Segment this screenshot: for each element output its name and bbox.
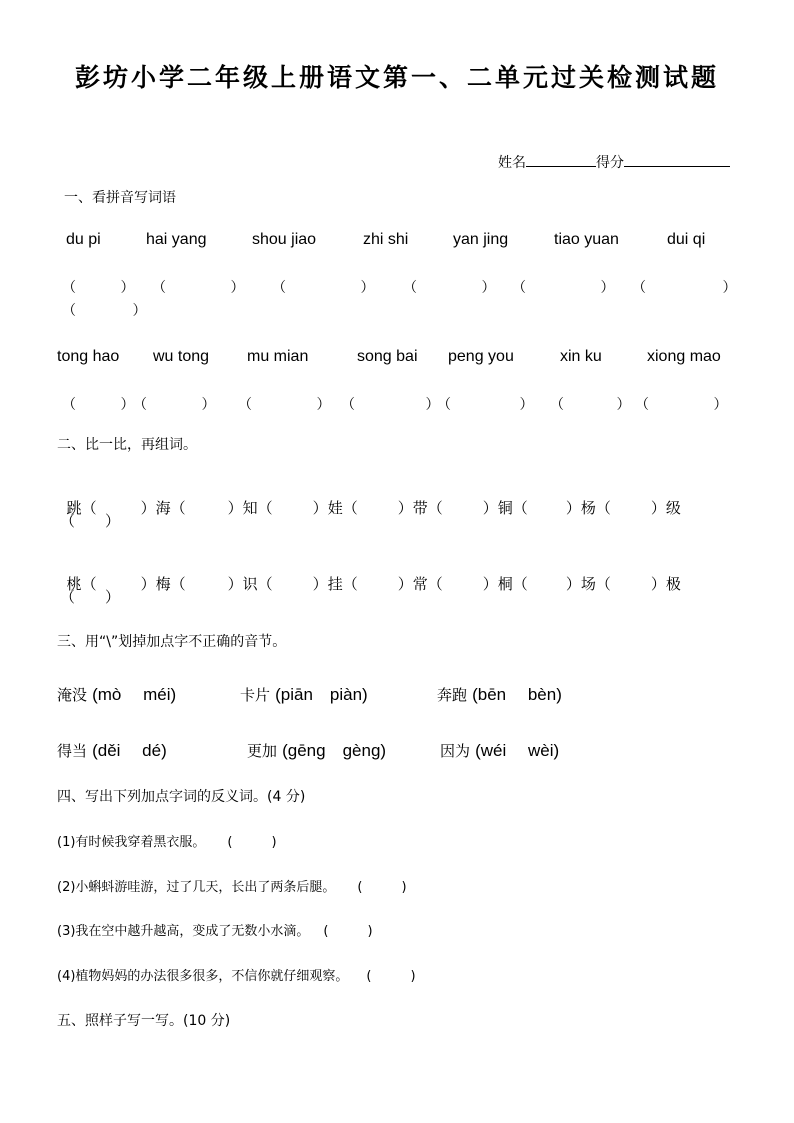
pinyin-item: xin ku [560, 348, 602, 365]
syllable-item: 卡片 (piān piàn) [240, 685, 368, 704]
syllable-item: 淹没 (mò méi) [57, 685, 177, 704]
syllable-options[interactable]: (piān piàn) [275, 685, 368, 704]
answer-bracket[interactable]: （ ） [152, 280, 245, 296]
name-label: 姓名 [498, 155, 526, 171]
char-item: 杨 [580, 499, 596, 517]
pinyin-item: hai yang [146, 231, 207, 248]
antonym-question: (2)小蝌蚪游哇游，过了几天，长出了两条后腿。 ( ) [57, 880, 407, 895]
syllable-item: 因为 (wéi wèi) [440, 741, 560, 760]
pinyin-item: du pi [66, 231, 101, 248]
answer-bracket[interactable]: （ ） [550, 397, 631, 413]
answer-bracket[interactable]: （ ） [635, 397, 728, 413]
char-row-1: 跳（ ）海（ ）知（ ）娃（ ）带（ ）铜（ ）杨（ ）级 [66, 499, 681, 517]
char-item: 梅 [155, 575, 171, 593]
antonym-answer[interactable]: ( ) [366, 969, 416, 984]
char-row-1-wrap: （ ） [60, 512, 121, 530]
syllable-options[interactable]: (děi dé) [92, 741, 167, 760]
char-row-2: 桃（ ）梅（ ）识（ ）挂（ ）常（ ）桐（ ）场（ ）极 [66, 575, 681, 593]
answer-bracket[interactable]: （ ） [272, 280, 375, 296]
answer-bracket[interactable]: （ ） [62, 397, 135, 413]
answer-bracket[interactable]: （ ） [512, 280, 615, 296]
page-title: 彭坊小学二年级上册语文第一、二单元过关检测试题 [74, 63, 719, 92]
score-blank[interactable] [624, 152, 730, 167]
pinyin-item: yan jing [453, 231, 509, 248]
char-item: 场 [580, 575, 596, 593]
section4-heading: 四、写出下列加点字词的反义词。(4 分) [57, 789, 306, 805]
syllable-options[interactable]: (mò méi) [92, 685, 177, 704]
syllable-item: 奔跑 (bēn bèn) [437, 685, 562, 704]
pinyin-item: xiong mao [647, 348, 721, 365]
char-item: 常 [412, 575, 428, 593]
pinyin-item: shou jiao [252, 231, 317, 248]
char-item: 跳 [66, 499, 82, 517]
char-item: 极 [665, 575, 681, 593]
section3-heading: 三、用“\”划掉加点字不正确的音节。 [57, 634, 287, 650]
char-item: 桐 [497, 575, 513, 593]
answer-bracket[interactable]: （ ） [62, 280, 135, 296]
section2-heading: 二、比一比，再组词。 [57, 437, 197, 453]
char-item: 级 [665, 499, 681, 517]
answer-bracket[interactable]: （ ） [403, 280, 496, 296]
pinyin-item: peng you [448, 348, 514, 365]
antonym-question: (3)我在空中越升越高，变成了无数小水滴。 ( ) [57, 924, 373, 939]
syllable-item: 更加 (gēng gèng) [247, 741, 387, 760]
answer-bracket[interactable]: （ ） [133, 397, 216, 413]
pinyin-item: wu tong [153, 348, 210, 365]
answer-bracket[interactable]: （ ） [437, 397, 534, 413]
section1-heading: 一、看拼音写词语 [64, 190, 176, 206]
pinyin-item: song bai [357, 348, 418, 365]
score-label: 得分 [596, 155, 624, 171]
answer-bracket[interactable]: （ ） [238, 397, 331, 413]
char-item: 铜 [497, 499, 513, 517]
syllable-options[interactable]: (bēn bèn) [472, 685, 562, 704]
name-score-line [498, 152, 730, 172]
pinyin-item: dui qi [667, 231, 706, 248]
char-item: 识 [242, 575, 258, 593]
pinyin-item: tiao yuan [554, 231, 619, 248]
antonym-question: (1)有时候我穿着黑衣服。 ( ) [57, 835, 277, 850]
antonym-answer[interactable]: ( ) [323, 924, 373, 939]
name-blank[interactable] [526, 152, 596, 167]
answer-bracket[interactable]: （ ） [632, 280, 737, 296]
antonym-answer[interactable]: ( ) [227, 835, 277, 850]
char-item: 桃 [66, 575, 82, 593]
syllable-options[interactable]: (wéi wèi) [475, 741, 560, 760]
char-item: 挂 [327, 575, 343, 593]
char-item: 海 [155, 499, 171, 517]
syllable-item: 得当 (děi dé) [57, 741, 167, 760]
syllable-options[interactable]: (gēng gèng) [282, 741, 387, 760]
answer-bracket[interactable]: （ ） [62, 303, 147, 319]
pinyin-item: zhi shi [363, 231, 409, 248]
antonym-answer[interactable]: ( ) [357, 880, 407, 895]
answer-bracket[interactable]: （ ） [341, 397, 440, 413]
pinyin-item: mu mian [247, 348, 309, 365]
char-row-2-wrap: （ ） [60, 588, 121, 606]
antonym-question: (4)植物妈妈的办法很多很多，不信你就仔细观察。 ( ) [57, 969, 416, 984]
section5-heading: 五、照样子写一写。(10 分) [57, 1013, 231, 1029]
pinyin-item: tong hao [57, 348, 120, 365]
char-item: 娃 [327, 499, 343, 517]
char-item: 知 [242, 499, 258, 517]
char-item: 带 [412, 499, 428, 517]
